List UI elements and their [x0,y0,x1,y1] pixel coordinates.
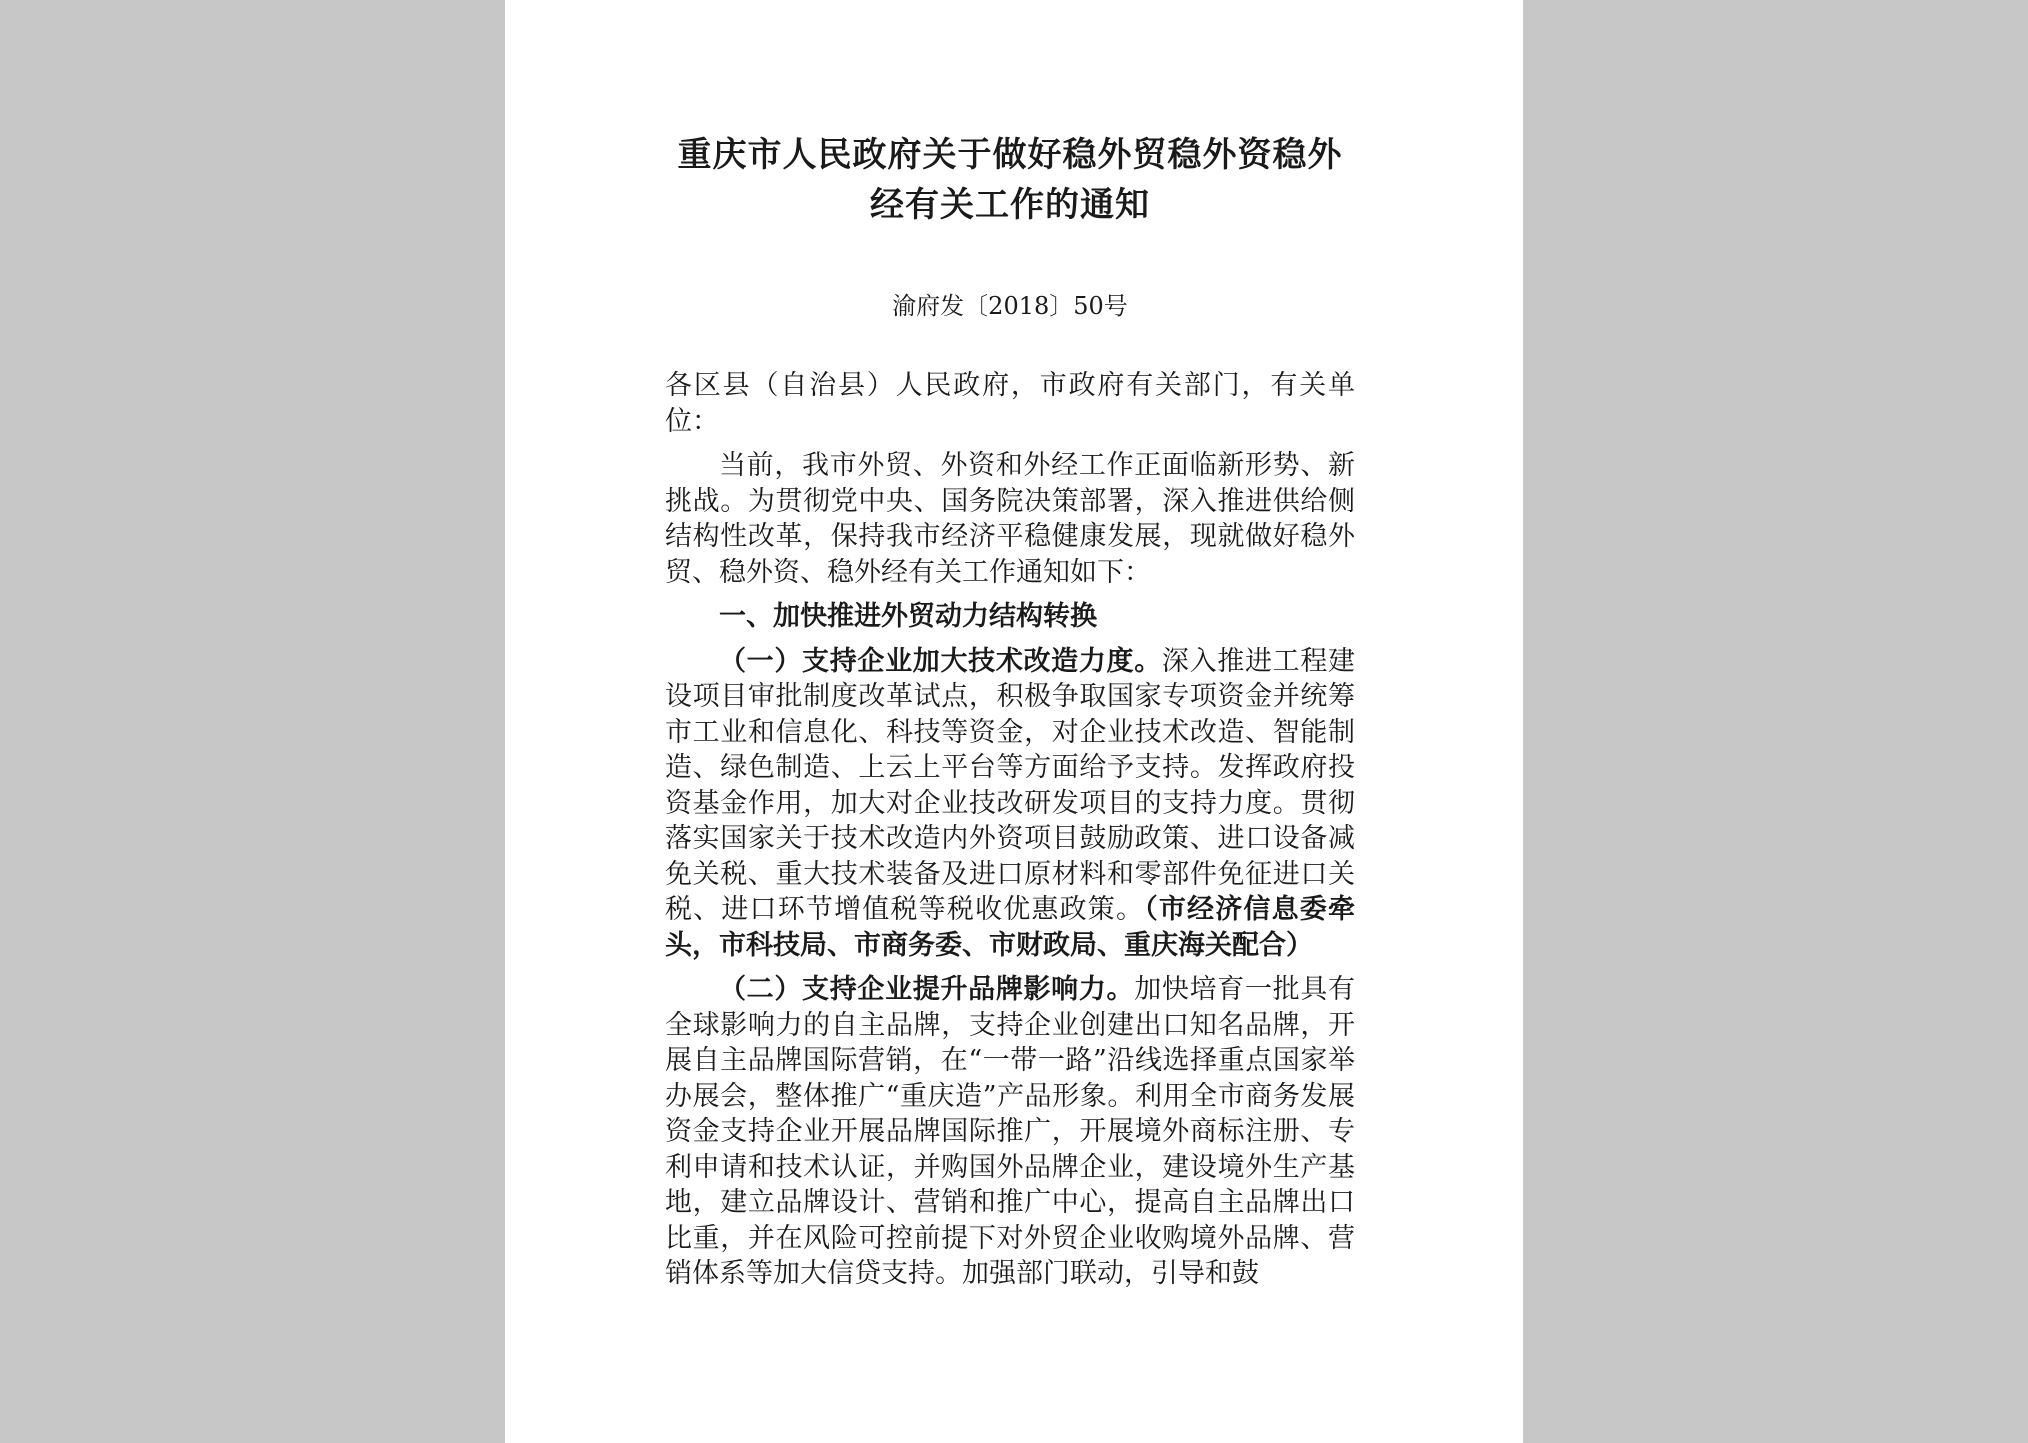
document-title [665,130,1355,230]
document-body [665,368,1355,1301]
addressee: 各区县（自治县）人民政府，市政府有关部门，有关单位： [665,370,1355,437]
item-1-heading: （一）支持企业加大技术改造力度。 [719,645,1162,677]
item-1-body: 深入推进工程建设项目审批制度改革试点，积极争取国家专项资金并统筹市工业和信息化、科技等资金，对企业技术改造、智能制造、绿色制造、上云上平台等方面给予支持。发挥政府投资基金作用，加大对企业技改研发项目的支持力度。贯彻落实国家关于技术改造内外资项目鼓励政策、进口设备减免关税、重大技术装备及进口原材料和零部件免征进口关税、进口环节增值税等税收优惠政策。 [665,645,1356,925]
document-number: 渝府发〔2018〕50号 [892,292,1128,320]
item-2-heading: （二）支持企业提升品牌影响力。 [719,974,1135,1005]
title-line-2: 经有关工作的通知 [870,185,1150,225]
title-line-1: 重庆市人民政府关于做好稳外贸稳外资稳外 [677,135,1343,175]
document-page [505,0,1523,1443]
section-heading-1: 一、加快推进外贸动力结构转换 [719,601,1097,632]
item-1-paragraph [665,644,1355,964]
item-2-paragraph [665,972,1355,1292]
item-1-responsible: （市经济信息委牵头，市科技局、市商务委、市财政局、重庆海关配合） [665,894,1355,961]
item-2-body: 加快培育一批具有全球影响力的自主品牌，支持企业创建出口知名品牌，开展自主品牌国际营销，在“一带一路”沿线选择重点国家举办展会，整体推广“重庆造”产品形象。利用全市商务发展资金支持企业开展品牌国际推广，开展境外商标注册、专利申请和技术认证，并购国外品牌企业，建设境外生产基地，建立品牌设计、营销和推广中心，提高自主品牌出口比重，并在风险可控前提下对外贸企业收购境外品牌、营销体系等加大信贷支持。加强部门联动，引导和鼓 [665,974,1356,1289]
intro-paragraph: 当前，我市外贸、外资和外经工作正面临新形势、新挑战。为贯彻党中央、国务院决策部署，深入推进供给侧结构性改革，保持我市经济平稳健康发展，现就做好稳外贸、稳外资、稳外经有关工作通知如下： [665,450,1355,588]
